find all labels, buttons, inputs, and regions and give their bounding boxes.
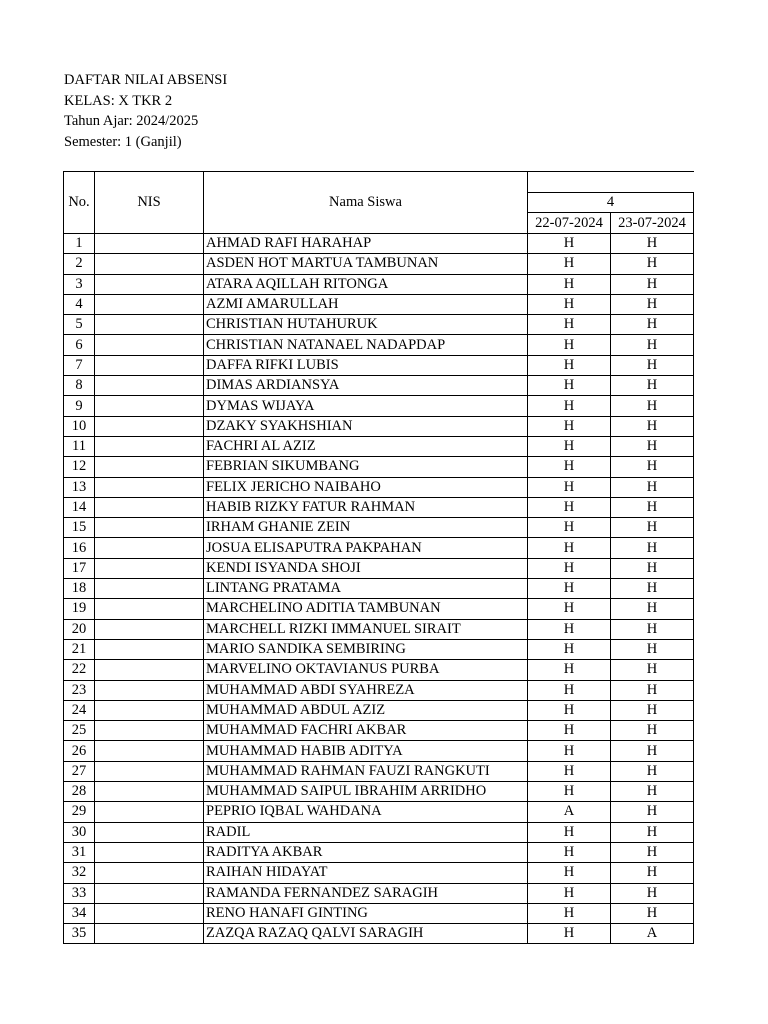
row-student-name: KENDI ISYANDA SHOJI	[204, 558, 528, 578]
class-label: KELAS: X TKR 2	[64, 92, 173, 109]
row-number: 25	[64, 721, 95, 741]
table-row	[64, 234, 694, 254]
row-attendance-day-2: H	[611, 619, 694, 639]
table-row	[64, 599, 694, 619]
row-attendance-day-2: H	[611, 802, 694, 822]
row-attendance-day-2: H	[611, 822, 694, 842]
row-nis	[95, 761, 204, 781]
header-row-top	[64, 172, 694, 193]
row-number: 8	[64, 376, 95, 396]
row-attendance-day-2: H	[611, 376, 694, 396]
row-attendance-day-2: H	[611, 761, 694, 781]
row-student-name: MARIO SANDIKA SEMBIRING	[204, 639, 528, 659]
row-student-name: FEBRIAN SIKUMBANG	[204, 457, 528, 477]
row-nis	[95, 842, 204, 862]
row-number: 5	[64, 315, 95, 335]
row-number: 33	[64, 883, 95, 903]
row-attendance-day-1: H	[528, 457, 611, 477]
row-attendance-day-2: H	[611, 538, 694, 558]
row-attendance-day-1: H	[528, 680, 611, 700]
row-nis	[95, 477, 204, 497]
row-number: 30	[64, 822, 95, 842]
row-nis	[95, 436, 204, 456]
table-row	[64, 457, 694, 477]
row-attendance-day-1: H	[528, 599, 611, 619]
row-attendance-day-1: H	[528, 863, 611, 883]
row-nis	[95, 802, 204, 822]
table-row	[64, 315, 694, 335]
row-attendance-day-2: H	[611, 639, 694, 659]
row-nis	[95, 416, 204, 436]
row-nis	[95, 700, 204, 720]
table-row	[64, 741, 694, 761]
table-row	[64, 822, 694, 842]
table-row	[64, 761, 694, 781]
row-student-name: AHMAD RAFI HARAHAP	[204, 234, 528, 254]
row-number: 6	[64, 335, 95, 355]
row-student-name: MUHAMMAD HABIB ADITYA	[204, 741, 528, 761]
school-year-label: Tahun Ajar: 2024/2025	[64, 113, 199, 129]
row-nis	[95, 558, 204, 578]
row-nis	[95, 315, 204, 335]
row-student-name: MARVELINO OKTAVIANUS PURBA	[204, 660, 528, 680]
row-number: 29	[64, 802, 95, 822]
row-student-name: RADITYA AKBAR	[204, 842, 528, 862]
row-attendance-day-1: H	[528, 741, 611, 761]
row-attendance-day-2: H	[611, 436, 694, 456]
row-attendance-day-2: H	[611, 660, 694, 680]
col-header-no: No.	[64, 172, 95, 234]
row-attendance-day-2: H	[611, 294, 694, 314]
row-attendance-day-2: H	[611, 497, 694, 517]
row-nis	[95, 335, 204, 355]
row-student-name: FELIX JERICHO NAIBAHO	[204, 477, 528, 497]
row-nis	[95, 254, 204, 274]
table-row	[64, 924, 694, 944]
table-row	[64, 497, 694, 517]
row-number: 32	[64, 863, 95, 883]
table-row	[64, 619, 694, 639]
row-number: 2	[64, 254, 95, 274]
row-attendance-day-1: H	[528, 315, 611, 335]
row-attendance-day-1: H	[528, 639, 611, 659]
table-row	[64, 477, 694, 497]
table-row	[64, 335, 694, 355]
row-attendance-day-2: H	[611, 477, 694, 497]
row-student-name: MARCHELL RIZKI IMMANUEL SIRAIT	[204, 619, 528, 639]
row-attendance-day-1: A	[528, 802, 611, 822]
col-header-date-1: 22-07-2024	[528, 213, 611, 234]
row-nis	[95, 274, 204, 294]
row-number: 14	[64, 497, 95, 517]
table-row	[64, 721, 694, 741]
row-number: 15	[64, 518, 95, 538]
table-row	[64, 883, 694, 903]
row-number: 31	[64, 842, 95, 862]
row-attendance-day-2: H	[611, 518, 694, 538]
table-row	[64, 639, 694, 659]
row-nis	[95, 579, 204, 599]
row-attendance-day-2: H	[611, 274, 694, 294]
row-attendance-day-1: H	[528, 254, 611, 274]
semester-label: Semester: 1 (Ganjil)	[64, 133, 182, 150]
table-row	[64, 274, 694, 294]
row-nis	[95, 457, 204, 477]
row-student-name: MUHAMMAD SAIPUL IBRAHIM ARRIDHO	[204, 782, 528, 802]
row-student-name: DAFFA RIFKI LUBIS	[204, 355, 528, 375]
row-student-name: DYMAS WIJAYA	[204, 396, 528, 416]
row-student-name: ASDEN HOT MARTUA TAMBUNAN	[204, 254, 528, 274]
table-row	[64, 680, 694, 700]
table-row	[64, 294, 694, 314]
row-student-name: ZAZQA RAZAQ QALVI SARAGIH	[204, 924, 528, 944]
row-attendance-day-2: H	[611, 700, 694, 720]
row-attendance-day-1: H	[528, 355, 611, 375]
row-number: 28	[64, 782, 95, 802]
row-student-name: PEPRIO IQBAL WAHDANA	[204, 802, 528, 822]
table-row	[64, 355, 694, 375]
row-attendance-day-1: H	[528, 924, 611, 944]
row-student-name: CHRISTIAN NATANAEL NADAPDAP	[204, 335, 528, 355]
table-row	[64, 558, 694, 578]
row-attendance-day-1: H	[528, 761, 611, 781]
row-student-name: HABIB RIZKY FATUR RAHMAN	[204, 497, 528, 517]
row-nis	[95, 782, 204, 802]
row-nis	[95, 639, 204, 659]
row-attendance-day-1: H	[528, 335, 611, 355]
row-number: 22	[64, 660, 95, 680]
row-nis	[95, 863, 204, 883]
row-number: 11	[64, 436, 95, 456]
row-attendance-day-2: H	[611, 782, 694, 802]
row-nis	[95, 518, 204, 538]
table-row	[64, 254, 694, 274]
row-student-name: FACHRI AL AZIZ	[204, 436, 528, 456]
row-attendance-day-1: H	[528, 782, 611, 802]
row-student-name: LINTANG PRATAMA	[204, 579, 528, 599]
row-nis	[95, 376, 204, 396]
row-number: 16	[64, 538, 95, 558]
row-student-name: JOSUA ELISAPUTRA PAKPAHAN	[204, 538, 528, 558]
table-row	[64, 660, 694, 680]
row-attendance-day-2: H	[611, 579, 694, 599]
row-attendance-day-2: H	[611, 457, 694, 477]
row-attendance-day-2: H	[611, 234, 694, 254]
row-number: 18	[64, 579, 95, 599]
row-attendance-day-2: H	[611, 680, 694, 700]
row-attendance-day-1: H	[528, 416, 611, 436]
row-attendance-day-1: H	[528, 294, 611, 314]
row-student-name: MUHAMMAD ABDI SYAHREZA	[204, 680, 528, 700]
row-attendance-day-1: H	[528, 396, 611, 416]
row-attendance-day-2: H	[611, 599, 694, 619]
row-nis	[95, 619, 204, 639]
row-attendance-day-2: H	[611, 335, 694, 355]
col-header-date-2: 23-07-2024	[611, 213, 694, 234]
row-nis	[95, 538, 204, 558]
row-attendance-day-2: H	[611, 355, 694, 375]
row-attendance-day-1: H	[528, 477, 611, 497]
row-number: 35	[64, 924, 95, 944]
table-row	[64, 518, 694, 538]
row-student-name: RADIL	[204, 822, 528, 842]
row-student-name: DZAKY SYAKHSHIAN	[204, 416, 528, 436]
row-student-name: RAIHAN HIDAYAT	[204, 863, 528, 883]
row-attendance-day-1: H	[528, 234, 611, 254]
row-student-name: DIMAS ARDIANSYA	[204, 376, 528, 396]
row-number: 27	[64, 761, 95, 781]
row-attendance-day-1: H	[528, 619, 611, 639]
row-attendance-day-1: H	[528, 660, 611, 680]
row-number: 34	[64, 903, 95, 923]
row-nis	[95, 396, 204, 416]
col-header-nis: NIS	[95, 172, 204, 234]
col-group-label: 4	[528, 192, 694, 213]
table-row	[64, 842, 694, 862]
row-attendance-day-2: H	[611, 883, 694, 903]
row-student-name: IRHAM GHANIE ZEIN	[204, 518, 528, 538]
row-number: 26	[64, 741, 95, 761]
row-nis	[95, 660, 204, 680]
row-attendance-day-1: H	[528, 538, 611, 558]
table-row	[64, 416, 694, 436]
row-nis	[95, 680, 204, 700]
row-student-name: MARCHELINO ADITIA TAMBUNAN	[204, 599, 528, 619]
table-row	[64, 863, 694, 883]
row-student-name: RENO HANAFI GINTING	[204, 903, 528, 923]
row-student-name: RAMANDA FERNANDEZ SARAGIH	[204, 883, 528, 903]
row-attendance-day-2: H	[611, 416, 694, 436]
table-row	[64, 376, 694, 396]
row-number: 4	[64, 294, 95, 314]
row-nis	[95, 599, 204, 619]
row-attendance-day-2: H	[611, 741, 694, 761]
row-attendance-day-2: H	[611, 721, 694, 741]
row-nis	[95, 822, 204, 842]
row-attendance-day-2: H	[611, 254, 694, 274]
row-attendance-day-2: H	[611, 558, 694, 578]
row-attendance-day-2: H	[611, 863, 694, 883]
row-attendance-day-1: H	[528, 497, 611, 517]
table-row	[64, 802, 694, 822]
row-attendance-day-1: H	[528, 436, 611, 456]
header-blank-cell	[528, 172, 694, 193]
row-student-name: MUHAMMAD ABDUL AZIZ	[204, 700, 528, 720]
row-attendance-day-1: H	[528, 721, 611, 741]
row-number: 23	[64, 680, 95, 700]
row-number: 17	[64, 558, 95, 578]
row-attendance-day-1: H	[528, 274, 611, 294]
row-nis	[95, 883, 204, 903]
table-row	[64, 903, 694, 923]
row-number: 9	[64, 396, 95, 416]
row-nis	[95, 294, 204, 314]
row-attendance-day-2: H	[611, 396, 694, 416]
row-student-name: CHRISTIAN HUTAHURUK	[204, 315, 528, 335]
row-student-name: AZMI AMARULLAH	[204, 294, 528, 314]
row-number: 12	[64, 457, 95, 477]
row-student-name: ATARA AQILLAH RITONGA	[204, 274, 528, 294]
row-number: 3	[64, 274, 95, 294]
row-student-name: MUHAMMAD RAHMAN FAUZI RANGKUTI	[204, 761, 528, 781]
table-row	[64, 396, 694, 416]
row-number: 20	[64, 619, 95, 639]
row-attendance-day-1: H	[528, 842, 611, 862]
row-attendance-day-1: H	[528, 883, 611, 903]
row-number: 7	[64, 355, 95, 375]
row-nis	[95, 234, 204, 254]
row-attendance-day-2: H	[611, 315, 694, 335]
row-nis	[95, 497, 204, 517]
table-row	[64, 700, 694, 720]
table-row	[64, 538, 694, 558]
row-nis	[95, 903, 204, 923]
row-student-name: MUHAMMAD FACHRI AKBAR	[204, 721, 528, 741]
table-row	[64, 782, 694, 802]
row-nis	[95, 924, 204, 944]
row-number: 21	[64, 639, 95, 659]
row-attendance-day-1: H	[528, 700, 611, 720]
table-row	[64, 436, 694, 456]
row-attendance-day-1: H	[528, 518, 611, 538]
row-nis	[95, 355, 204, 375]
col-header-name: Nama Siswa	[204, 172, 528, 234]
row-number: 24	[64, 700, 95, 720]
row-attendance-day-2: H	[611, 842, 694, 862]
row-number: 10	[64, 416, 95, 436]
document-header	[64, 70, 227, 152]
row-attendance-day-1: H	[528, 903, 611, 923]
row-number: 19	[64, 599, 95, 619]
row-number: 1	[64, 234, 95, 254]
row-attendance-day-1: H	[528, 579, 611, 599]
row-attendance-day-2: A	[611, 924, 694, 944]
table-row	[64, 579, 694, 599]
row-nis	[95, 741, 204, 761]
row-attendance-day-2: H	[611, 903, 694, 923]
row-attendance-day-1: H	[528, 822, 611, 842]
row-attendance-day-1: H	[528, 558, 611, 578]
row-attendance-day-1: H	[528, 376, 611, 396]
attendance-table	[63, 171, 694, 944]
row-nis	[95, 721, 204, 741]
row-number: 13	[64, 477, 95, 497]
document-title: DAFTAR NILAI ABSENSI	[64, 72, 228, 88]
